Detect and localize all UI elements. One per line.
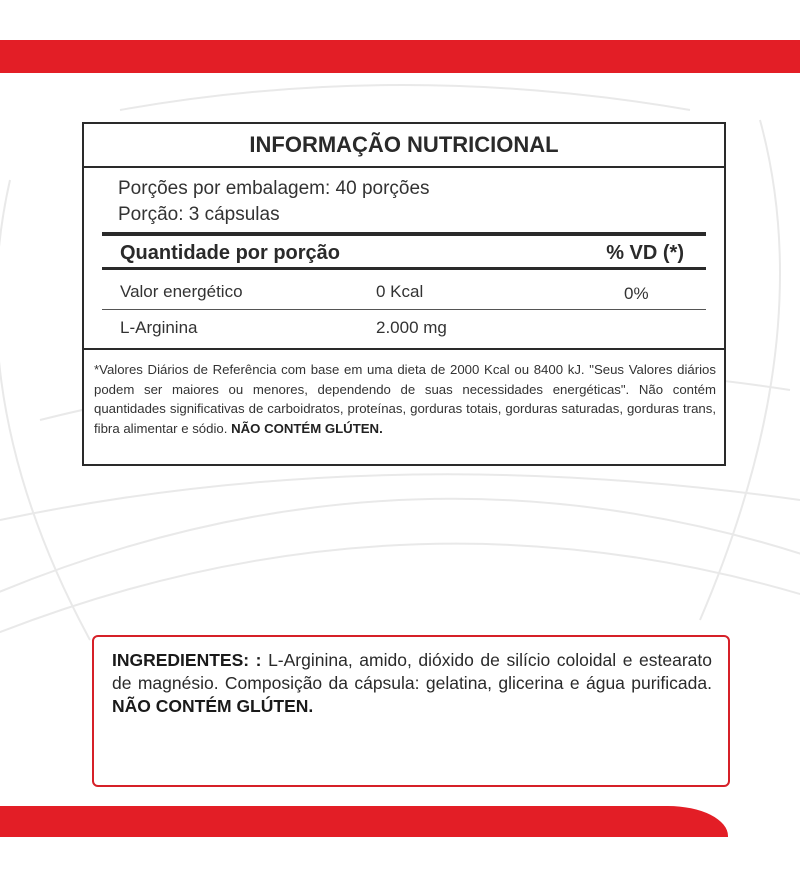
ingredients-box xyxy=(92,635,730,787)
nutrient-quantity: 2.000 mg xyxy=(376,318,447,337)
ingredients-label: INGREDIENTES: : xyxy=(112,650,262,670)
nutrient-dv: 0% xyxy=(624,284,649,303)
top-red-band xyxy=(0,40,800,73)
servings-info xyxy=(84,168,724,228)
ingredients-list: L-Arginina, amido, dióxido de silício coloidal e estearato de magnésio. Composição da cápsula: gelatina, glicerina e água purificada. xyxy=(112,650,712,693)
nutrition-footnote xyxy=(94,360,716,438)
header-quantity: Quantidade por porção xyxy=(120,242,341,264)
nutrition-row xyxy=(102,276,706,310)
nutrition-facts-table xyxy=(82,122,726,466)
table-divider xyxy=(84,348,724,350)
bottom-red-band xyxy=(0,806,728,837)
nutrient-name: Valor energético xyxy=(120,282,243,301)
nutrition-row xyxy=(102,312,706,346)
footnote-text: *Valores Diários de Referência com base em uma dieta de 2000 Kcal ou 8400 kJ. "Seus Valores diários podem ser maiores ou menores, dependendo de suas necessidades energéticas". Não contém quantidades significativas de carboidratos, proteínas, gorduras totais, gorduras saturadas, gorduras trans, fibra alimentar e sódio. xyxy=(94,362,716,436)
footnote-gluten-warning: NÃO CONTÉM GLÚTEN. xyxy=(231,420,383,436)
nutrient-quantity: 0 Kcal xyxy=(376,282,424,301)
nutrition-title: INFORMAÇÃO NUTRICIONAL xyxy=(84,124,724,168)
ingredients-gluten-warning: NÃO CONTÉM GLÚTEN. xyxy=(112,696,314,716)
serving-size: Porção: 3 cápsulas xyxy=(118,204,280,225)
nutrient-name: L-Arginina xyxy=(120,318,198,337)
header-dv: % VD (*) xyxy=(606,242,684,264)
ingredients-text-block xyxy=(112,649,712,718)
nutrition-header-row xyxy=(102,232,706,270)
servings-per-package: Porções por embalagem: 40 porções xyxy=(118,178,430,199)
